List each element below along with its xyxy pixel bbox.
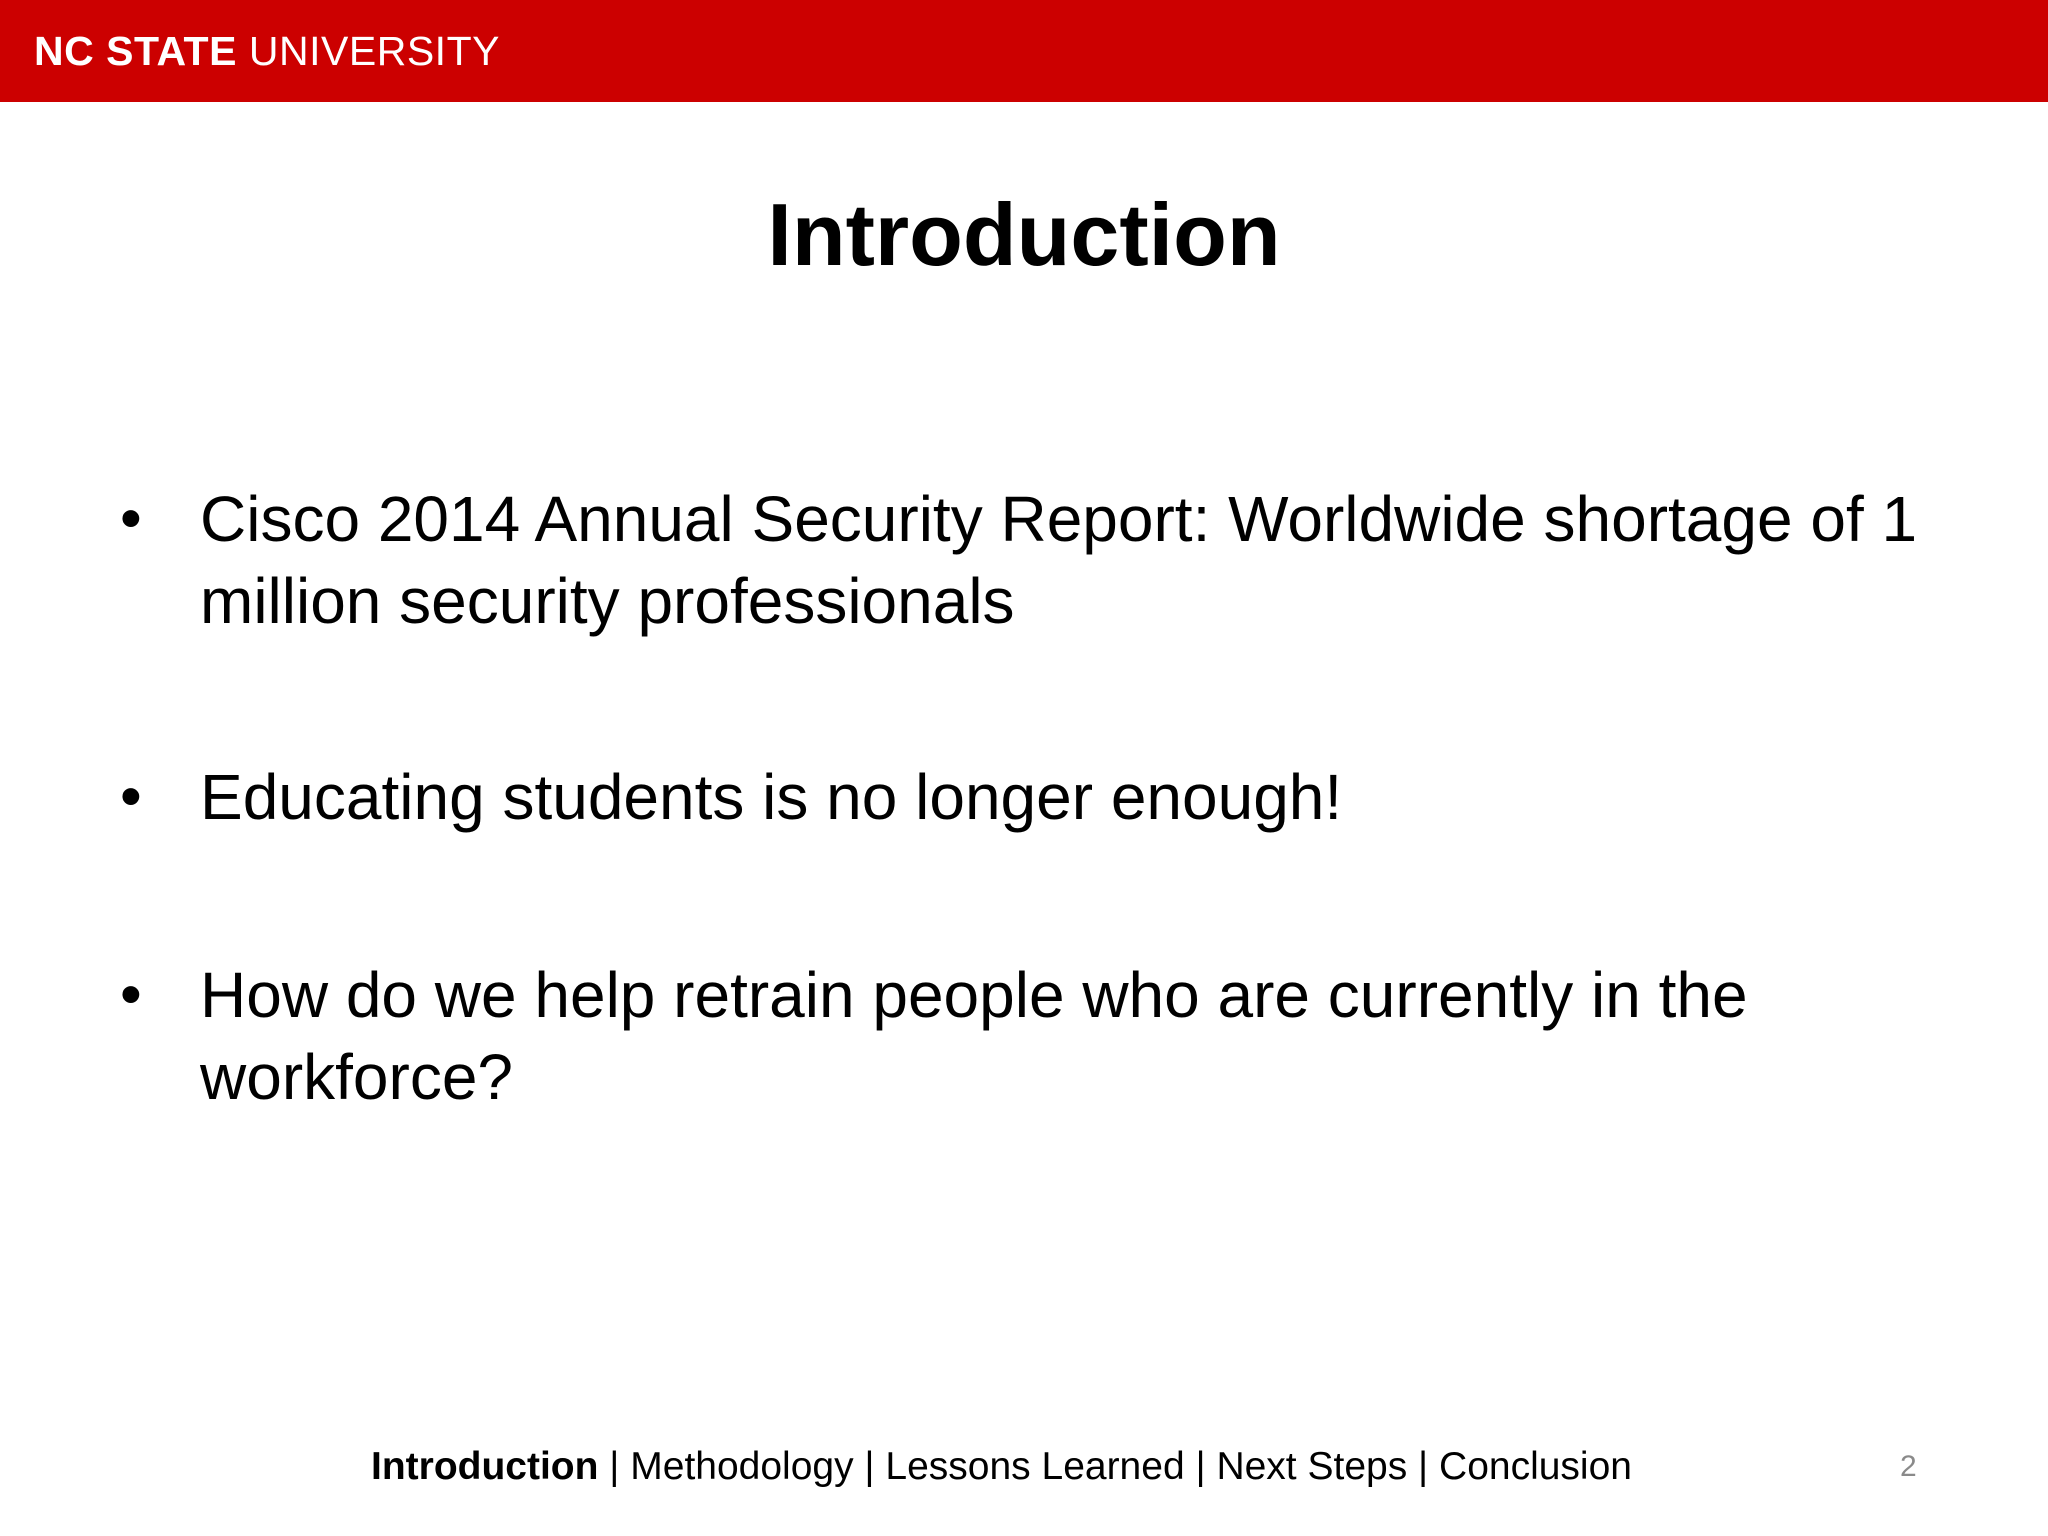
bullet-icon: • bbox=[120, 960, 142, 1029]
bullet-icon: • bbox=[120, 484, 142, 553]
bullet-text: Educating students is no longer enough! bbox=[200, 761, 1343, 833]
nav-separator: | bbox=[853, 1445, 886, 1488]
nav-item-conclusion[interactable]: Conclusion bbox=[1439, 1445, 1632, 1488]
nav-item-methodology[interactable]: Methodology bbox=[630, 1445, 854, 1488]
slide-title: Introduction bbox=[767, 185, 1281, 284]
header-bar bbox=[0, 0, 2048, 102]
nav-item-lessons-learned[interactable]: Lessons Learned bbox=[885, 1445, 1185, 1488]
brand-name-bold: NC STATE bbox=[34, 28, 237, 74]
brand-name-regular: UNIVERSITY bbox=[248, 28, 500, 74]
nav-separator: | bbox=[1407, 1445, 1440, 1488]
section-navigation-items bbox=[371, 1442, 1632, 1492]
bullet-text: How do we help retrain people who are currently in the workforce? bbox=[200, 959, 1748, 1113]
nav-item-introduction[interactable]: Introduction bbox=[371, 1445, 599, 1488]
bullet-icon: • bbox=[120, 762, 142, 831]
nav-item-next-steps[interactable]: Next Steps bbox=[1216, 1445, 1408, 1488]
university-logo bbox=[34, 26, 500, 76]
bullet-text: Cisco 2014 Annual Security Report: Worldwide shortage of 1 million security professionals bbox=[200, 483, 1918, 637]
nav-separator: | bbox=[598, 1445, 631, 1488]
page-number: 2 bbox=[1900, 1450, 1917, 1483]
nav-separator: | bbox=[1184, 1445, 1217, 1488]
